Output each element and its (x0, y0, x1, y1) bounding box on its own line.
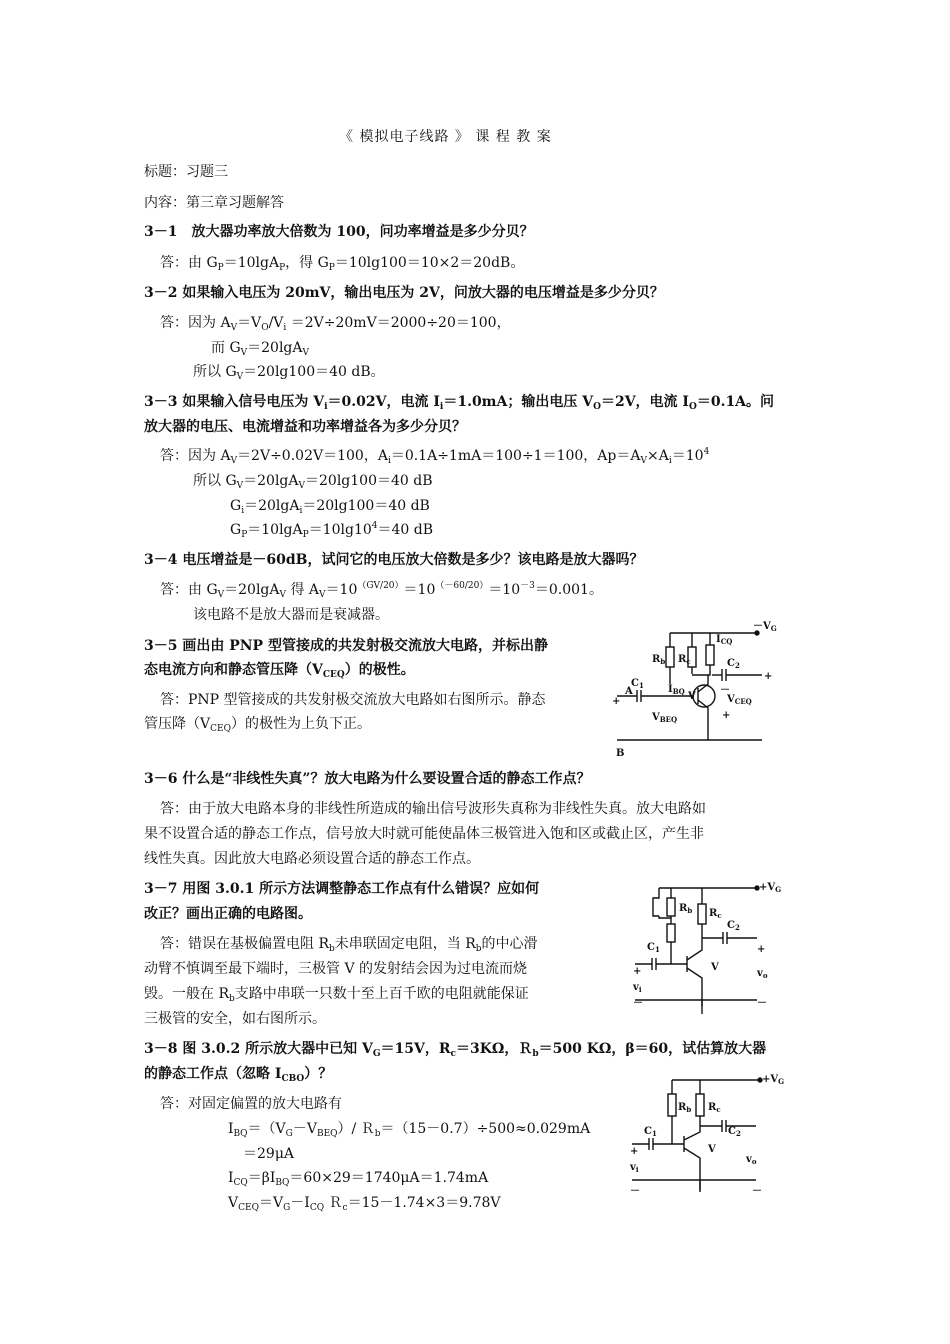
svg-text:C2: $C_2$ (727, 658, 740, 670)
svg-text:VCEQ: $V_{CEQ}$ (727, 694, 752, 706)
svg-text:+: + (764, 671, 773, 682)
q8-answer-4: $I_{CQ}=\beta I_{BQ}=60\times 29=1740\mu A=1.74mA$ (228, 1170, 489, 1188)
svg-text:Rb: $R_b$ (652, 654, 666, 666)
q7-answer-1: 答：错误在基极偏置电阻 $R_b$未串联固定电阻，当 $R_b$的中心滑 (160, 936, 538, 954)
svg-text:－: － (630, 1186, 640, 1197)
q3-answer-2: 所以 $G_V=20\lg A_V=20\lg 100=40$ dB (193, 473, 433, 491)
fixed-bias-circuit (622, 1070, 785, 1200)
page-title: 《 模拟电子线路 》 课 程 教 案 (339, 129, 552, 145)
q4-question: 3－4 电压增益是－60dB，试问它的电压放大倍数是多少？该电路是放大器吗？ (144, 552, 644, 568)
q7-answer-4: 三极管的安全，如右图所示。 (144, 1011, 326, 1027)
svg-text:+: + (722, 710, 731, 721)
svg-text:C1: $C_1$ (644, 1126, 657, 1138)
q2-answer-1: 答：因为 $A_V=V_O/V_i =2V\div 20mV=2000\div 20=100$， (160, 315, 511, 333)
svg-text:－: － (633, 998, 643, 1009)
svg-text:+: + (633, 966, 642, 977)
q3-answer-4: $G_P=10\lg A_P=10\lg 10^4=40$ dB (230, 521, 434, 540)
q1-answer: 答：由 $G_P=10\lg A_P$，得 $G_P=10\lg 100=10\times 2=20dB$。 (160, 255, 525, 273)
q2-answer-2: 而 $G_V=20\lg A_V$ (211, 340, 310, 358)
svg-text:vo: $v_o$ (757, 968, 768, 980)
q7-answer-2: 动臂不慎调至最下端时，三极管 V 的发射结会因为过电流而烧 (144, 961, 528, 977)
svg-text:C1: $C_1$ (631, 678, 644, 690)
q8-answer-2: $I_{BQ}=(V_G-V_{BEQ})/$ Ｒ$_b$＝（15－0.7）÷500≈0.029mA (228, 1121, 591, 1139)
q7-answer-3: 毁。一般在 $R_b$支路中串联一只数十至上百千欧的电阻就能保证 (144, 986, 529, 1004)
content-line: 内容：第三章习题解答 (144, 195, 284, 211)
q5-question-2: 态电流方向和静态管压降$(V_{CEQ})$的极性。 (144, 662, 415, 680)
topic-line: 标题：习题三 (144, 164, 228, 180)
svg-text:V: V (708, 1144, 716, 1155)
q3-question-2: 放大器的电压、电流增益和功率增益各为多少分贝？ (144, 419, 466, 435)
svg-text:+: + (630, 1146, 639, 1157)
q7-question-2: 改正？画出正确的电路图。 (144, 906, 312, 922)
svg-text:vi: $v_i$ (630, 1162, 639, 1174)
svg-text:C1: $C_1$ (647, 942, 660, 954)
svg-text:C2: $C_2$ (727, 920, 740, 932)
svg-text:+VG: $+V_G$ (762, 1074, 785, 1086)
svg-text:－: － (757, 998, 767, 1009)
q8-answer-3: ＝29μA (243, 1146, 295, 1162)
svg-text:A: A (625, 686, 633, 697)
svg-text:－: － (752, 1186, 762, 1197)
bias-adjust-circuit (627, 878, 782, 1022)
svg-text:ICQ: $I_{CQ}$ (716, 634, 733, 646)
svg-text:+VG: $+V_G$ (759, 882, 782, 894)
q6-answer-2: 果不设置合适的静态工作点，信号放大时就可能使晶体三极管进入饱和区或截止区，产生非 (144, 826, 704, 842)
svg-text:vo: $v_o$ (746, 1154, 757, 1166)
svg-text:Rb: $R_b$ (679, 903, 693, 915)
q5-answer-2: 管压降$(V_{CEQ})$的极性为上负下正。 (144, 716, 371, 734)
svg-text:vi: $v_i$ (633, 982, 642, 994)
q8-answer-5: $V_{CEQ}=V_G-I_{CQ}$ Ｒ$_c$＝15－1.74×3＝9.78V (228, 1195, 501, 1213)
svg-text:－: － (720, 685, 730, 696)
q2-question: 3－2 如果输入电压为 20mV，输出电压为 2V，问放大器的电压增益是多少分贝？ (144, 285, 664, 301)
q7-question-1: 3－7 用图 3.0.1 所示方法调整静态工作点有什么错误？应如何 (144, 881, 540, 897)
svg-text:V: V (688, 691, 696, 702)
svg-text:V: V (711, 962, 719, 973)
q3-answer-1: 答：因为 $A_V=2V\div 0.02V=100$，$A_i=0.1A\div 1mA=100\div 1=100$，$Ap=A_V\times A_i=10^4$ (160, 447, 710, 466)
q6-answer-3: 线性失真。因此放大电路必须设置合适的静态工作点。 (144, 851, 480, 867)
q8-answer-1: 答：对固定偏置的放大电路有 (160, 1096, 342, 1112)
svg-text:VBEQ: $V_{BEQ}$ (652, 712, 678, 724)
q8-question-1: 3－8 图 3.0.2 所示放大器中已知 $V_G=15V$，$R_c=3K\Omega$，Ｒ$_b$＝500 KΩ，β＝60，试估算放大器 (144, 1041, 767, 1059)
q5-answer-1: 答：PNP 型管接成的共发射极交流放大电路如右图所示。静态 (160, 692, 546, 708)
q4-answer-1: 答：由 $G_V=20\lg A_V$ 得 $A_V=10^{(GV/20)}=10^{(-60/20)}=10^{-3}=0.001$。 (160, 581, 603, 600)
svg-text:Rc: $R_c$ (678, 654, 691, 666)
q8-question-2: 的静态工作点（忽略 $I_{CBO}$）？ (144, 1066, 333, 1084)
q2-answer-3: 所以 $G_V=20\lg 100=40$ dB。 (193, 364, 385, 382)
q6-answer-1: 答：由于放大电路本身的非线性所造成的输出信号波形失真称为非线性失真。放大电路如 (160, 801, 706, 817)
svg-text:Rc: $R_c$ (708, 1102, 721, 1114)
pnp-amplifier-circuit (612, 618, 787, 760)
svg-text:+: + (757, 944, 766, 955)
svg-text:B: B (616, 748, 625, 759)
svg-text:Rc: $R_c$ (709, 908, 722, 920)
q5-question-1: 3－5 画出由 PNP 型管接成的共发射极交流放大电路，并标出静 (144, 638, 548, 654)
q3-question-1: 3－3 如果输入信号电压为 $V_i=0.02V$，电流 $I_i=1.0mA$；输出电压 $V_O=2V$，电流 $I_O=0.1A$。问 (144, 394, 775, 412)
svg-text:Rb: $R_b$ (678, 1102, 692, 1114)
q1-question: 3－1 放大器功率放大倍数为 100，问功率增益是多少分贝？ (144, 224, 534, 240)
svg-text:+: + (612, 696, 621, 707)
q6-question: 3－6 什么是“非线性失真”？放大电路为什么要设置合适的静态工作点？ (144, 771, 591, 787)
svg-text:－VG: $-V_G$ (753, 621, 777, 633)
q4-answer-2: 该电路不是放大器而是衰减器。 (193, 607, 389, 623)
q3-answer-3: $G_i=20\lg A_i=20\lg 100=40$ dB (230, 498, 430, 516)
svg-text:C2: $C_2$ (728, 1126, 741, 1138)
svg-text:IBQ: $I_{BQ}$ (668, 684, 685, 696)
